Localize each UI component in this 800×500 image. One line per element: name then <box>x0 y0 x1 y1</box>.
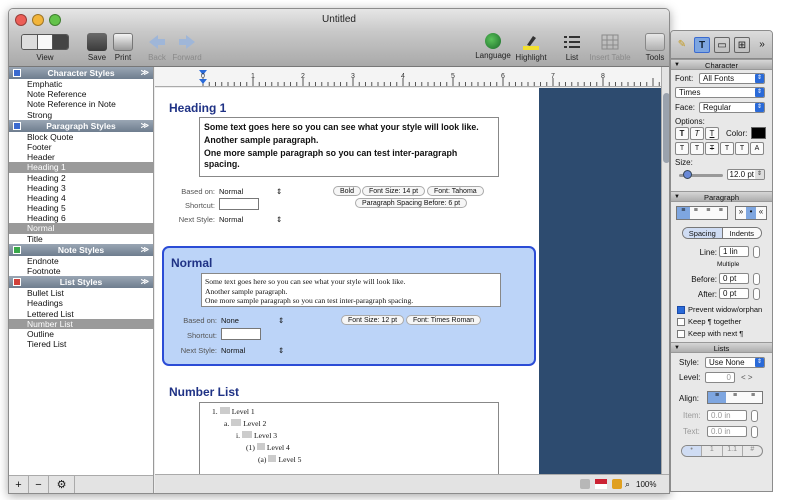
line-spacing-field[interactable]: 1 lin <box>719 246 749 257</box>
bold-button[interactable]: T <box>675 127 689 140</box>
style-editor-document <box>155 88 539 474</box>
sample-line: One more sample paragraph so you can test inter-paragraph spacing. <box>204 148 458 169</box>
next-style-label: Next Style: <box>180 346 217 355</box>
numbering-control <box>681 445 763 457</box>
list-align-control <box>707 391 763 404</box>
pencil-icon[interactable]: ✎ <box>677 39 687 50</box>
list-icon <box>562 33 582 51</box>
sidebar-item-endnote[interactable]: Endnote <box>27 255 59 266</box>
slider-knob[interactable] <box>683 170 692 179</box>
ruler-ticks <box>155 67 661 87</box>
indent-right-icon[interactable]: » <box>736 207 746 219</box>
character-styles-header[interactable]: Character Styles ≫ <box>9 67 153 79</box>
forward-arrow-icon <box>177 33 197 51</box>
sidebar-item-heading-3[interactable]: Heading 3 <box>27 182 66 193</box>
back-button[interactable]: Back <box>145 33 169 62</box>
color-label: Color: <box>726 129 748 138</box>
remove-style-button[interactable]: − <box>29 476 49 494</box>
back-arrow-icon <box>147 33 167 51</box>
numbering-option[interactable]: # <box>742 446 762 456</box>
underline-button[interactable]: T <box>705 127 719 140</box>
based-on-label: Based on: <box>183 316 217 325</box>
lists-panel-header[interactable]: ▼ Lists <box>671 342 772 353</box>
list-style-label: Style: <box>679 358 700 367</box>
align-label: Align: <box>679 394 700 403</box>
sidebar-item-normal[interactable]: Normal <box>9 223 153 233</box>
sidebar-item-title[interactable]: Title <box>27 233 43 244</box>
title-bar <box>9 9 669 31</box>
sample-line: Another sample paragraph. <box>204 135 319 145</box>
sidebar-item-outline[interactable]: Outline <box>27 328 54 339</box>
status-bar <box>155 474 670 494</box>
shortcut-field[interactable] <box>221 328 261 340</box>
list-styles-list <box>9 288 153 349</box>
level-field[interactable]: 0 <box>705 372 735 383</box>
character-panel <box>671 70 772 191</box>
size-label: Size: <box>675 158 693 167</box>
face-label: Face: <box>675 103 696 112</box>
popup-arrow-icon: ⇕ <box>276 187 283 196</box>
sidebar-item-emphatic[interactable]: Emphatic <box>27 79 63 89</box>
collapse-chevron-icon[interactable]: ≫ <box>140 68 149 77</box>
popup-arrow-icon: ⇕ <box>756 359 763 365</box>
attribute-pill[interactable]: Bold <box>333 186 361 196</box>
sidebar-footer <box>9 475 153 494</box>
sidebar-item-heading-1[interactable]: Heading 1 <box>9 162 153 172</box>
view-segmented-icon <box>21 34 69 50</box>
sidebar-item-heading-5[interactable]: Heading 5 <box>27 203 66 214</box>
before-label: Before: <box>691 275 717 284</box>
minimize-button[interactable] <box>32 14 44 26</box>
vertical-scrollbar[interactable] <box>661 67 670 474</box>
sidebar-item-header[interactable]: Header <box>27 152 55 163</box>
gear-icon[interactable]: ⚙ <box>49 476 75 494</box>
keep-together-checkbox[interactable] <box>677 318 685 326</box>
ruler-label: 0 <box>201 73 205 80</box>
align-left-icon[interactable]: ≡ <box>708 392 726 403</box>
text-label: Text: <box>683 427 700 436</box>
sidebar-item-lettered-list[interactable]: Lettered List <box>27 308 74 319</box>
sample-line: Some text goes here so you can see what your style will look like. <box>204 122 479 132</box>
caps-button[interactable]: A <box>750 142 764 155</box>
inspector-panel <box>670 30 773 492</box>
prevent-widow-label: Prevent widow/orphan <box>688 305 763 314</box>
collapse-chevron-icon[interactable]: ≫ <box>140 120 149 130</box>
window-controls <box>15 14 61 26</box>
paragraph-styles-list <box>9 132 153 244</box>
keep-together-label: Keep ¶ together <box>688 317 742 326</box>
style-normal-title: Normal <box>171 256 213 270</box>
list-style-icon <box>13 278 21 286</box>
sidebar-item-tiered-list[interactable]: Tiered List <box>27 339 67 350</box>
align-center-icon[interactable]: ≡ <box>726 392 744 403</box>
options-label: Options: <box>675 117 705 126</box>
sidebar-item-footer[interactable]: Footer <box>27 141 52 152</box>
keep-with-next-checkbox[interactable] <box>677 330 685 338</box>
language-button[interactable]: Language <box>475 33 511 60</box>
tools-icon <box>645 33 665 51</box>
tools-button[interactable]: Tools <box>643 33 667 62</box>
shadow-button[interactable]: T <box>720 142 734 155</box>
before-spacing-field[interactable]: 0 pt <box>719 273 749 284</box>
main-window <box>8 8 670 494</box>
before-stepper[interactable] <box>753 273 760 285</box>
sidebar-item-heading-4[interactable]: Heading 4 <box>27 192 66 203</box>
item-label: Item: <box>683 411 701 420</box>
attribute-pill[interactable]: Font Size: 12 pt <box>341 315 404 325</box>
next-style-popup[interactable]: Normal <box>221 346 246 355</box>
collapse-chevron-icon[interactable]: ≫ <box>140 244 149 254</box>
sidebar-item-headings[interactable]: Headings <box>27 298 63 309</box>
text-indent-field[interactable]: 0.0 in <box>707 426 747 437</box>
ruler-label: 1 <box>251 73 255 80</box>
paragraph-panel-header[interactable]: ▼ Paragraph <box>671 191 772 202</box>
inspector-toolbar <box>671 31 772 59</box>
sidebar-item-note-reference[interactable]: Note Reference <box>27 89 87 100</box>
numbering-option[interactable]: 1.1 <box>722 446 742 456</box>
ruler-label: 6 <box>501 73 505 80</box>
close-button[interactable] <box>15 14 27 26</box>
note-style-icon <box>13 246 21 254</box>
attribute-pill[interactable]: Paragraph Spacing Before: 6 pt <box>355 198 467 208</box>
italic-button[interactable]: T <box>690 127 704 140</box>
prevent-widow-checkbox[interactable] <box>677 306 685 314</box>
number-list-sample[interactable] <box>199 402 499 474</box>
ruler-label: 2 <box>301 73 305 80</box>
font-collection-popup[interactable]: All Fonts ⇕ <box>699 73 765 84</box>
list-level: i. Level 3 <box>236 431 277 440</box>
popup-arrow-icon: ⇕ <box>756 104 763 110</box>
alignment-control <box>676 206 728 220</box>
toolbar <box>9 31 669 67</box>
zoom-level[interactable]: 100% <box>636 480 657 489</box>
list-styles-header[interactable]: List Styles ≫ <box>9 276 153 288</box>
align-right-icon[interactable]: ≡ <box>744 392 762 403</box>
list-style-popup[interactable]: Use None ⇕ <box>705 357 765 368</box>
ruler[interactable] <box>155 67 661 87</box>
sidebar-item-strong[interactable]: Strong <box>27 109 53 120</box>
face-popup[interactable]: Regular ⇕ <box>699 102 765 113</box>
printer-icon <box>113 33 133 51</box>
bullet-icon[interactable]: • <box>682 446 701 456</box>
highlighter-icon <box>521 33 541 51</box>
scroll-thumb[interactable] <box>663 93 670 163</box>
ruler-label: 4 <box>401 73 405 80</box>
indent-none-icon[interactable]: • <box>746 207 756 219</box>
highlight-status-icon[interactable] <box>612 479 622 489</box>
popup-arrow-icon: ⇕ <box>756 89 763 95</box>
attribute-pill[interactable]: Font: Tahoma <box>427 186 484 196</box>
more-icon[interactable]: » <box>759 39 765 50</box>
character-panel-header[interactable]: ▼ Character <box>671 59 772 70</box>
page-background-area <box>539 88 661 474</box>
font-size-field[interactable]: 12.0 pt ⇕ <box>727 169 765 180</box>
list-level: a. Level 2 <box>224 419 267 428</box>
highlight-button[interactable]: Highlight <box>514 33 548 62</box>
language-status-icon[interactable] <box>580 479 590 489</box>
keep-with-next-label: Keep with next ¶ <box>688 329 744 338</box>
popup-arrow-icon: ⇕ <box>278 316 285 325</box>
strikethrough-button[interactable]: T <box>705 142 719 155</box>
sidebar-item-block-quote[interactable]: Block Quote <box>27 131 74 142</box>
list-level: (a) Level 5 <box>258 455 302 464</box>
table-icon <box>600 33 620 51</box>
align-center-icon[interactable]: ≡ <box>690 207 703 219</box>
styles-sidebar <box>9 67 154 494</box>
line-label: Line: <box>699 248 717 257</box>
popup-arrow-icon: ⇕ <box>756 75 763 81</box>
attribute-pill[interactable]: Font: Times Roman <box>406 315 481 325</box>
window-title: Untitled <box>322 14 356 25</box>
tab-spacing[interactable]: Spacing <box>683 228 722 238</box>
note-styles-list <box>9 256 153 276</box>
table-icon[interactable]: ⊞ <box>734 37 750 53</box>
popup-arrow-icon: ⇕ <box>276 215 283 224</box>
shortcut-label: Shortcut: <box>186 331 217 340</box>
align-justify-icon[interactable]: ≡ <box>715 207 728 219</box>
indent-control <box>735 206 767 220</box>
level-arrows[interactable]: < > <box>741 373 753 382</box>
list-button[interactable]: List <box>561 33 583 62</box>
sidebar-item-bullet-list[interactable]: Bullet List <box>27 288 64 299</box>
save-button[interactable]: Save <box>85 33 109 62</box>
collapse-chevron-icon[interactable]: ≫ <box>140 277 149 287</box>
disclosure-triangle-icon: ▼ <box>674 62 680 68</box>
sidebar-item-number-list[interactable]: Number List <box>9 319 153 329</box>
flag-icon[interactable] <box>595 479 607 489</box>
list-level: 1. Level 1 <box>212 407 255 416</box>
based-on-popup[interactable]: Normal <box>219 187 244 196</box>
subscript-button[interactable]: T <box>690 142 704 155</box>
globe-icon <box>485 33 501 49</box>
shortcut-label: Shortcut: <box>184 201 215 210</box>
style-heading-1-title: Heading 1 <box>169 101 227 115</box>
item-stepper[interactable] <box>751 410 758 422</box>
text-stepper[interactable] <box>751 426 758 438</box>
line-spacing-stepper[interactable] <box>753 246 760 258</box>
insert-table-button[interactable]: Insert Table <box>589 33 631 62</box>
list-level: (1) Level 4 <box>246 443 290 452</box>
paragraph-panel <box>671 202 772 342</box>
shortcut-field[interactable] <box>219 198 259 210</box>
align-right-icon[interactable]: ≡ <box>702 207 715 219</box>
sidebar-item-heading-6[interactable]: Heading 6 <box>27 213 66 224</box>
heading-1-sample[interactable] <box>199 117 499 177</box>
based-on-label: Based on: <box>181 187 215 196</box>
sidebar-item-heading-2[interactable]: Heading 2 <box>27 172 66 183</box>
align-left-icon[interactable]: ≡ <box>677 207 690 219</box>
line-mode-popup[interactable]: Multiple <box>717 261 740 268</box>
font-name-popup[interactable]: Times ⇕ <box>675 87 765 98</box>
layout-icon[interactable]: ▭ <box>714 37 730 53</box>
stepper-icon: ⇕ <box>756 171 763 177</box>
print-button[interactable]: Print <box>111 33 135 62</box>
after-stepper[interactable] <box>753 288 760 300</box>
note-styles-header[interactable]: Note Styles ≫ <box>9 244 153 256</box>
next-style-label: Next Style: <box>178 215 215 224</box>
ruler-label: 3 <box>351 73 355 80</box>
after-label: After: <box>697 290 717 299</box>
ruler-label: 8 <box>601 73 605 80</box>
zoom-button[interactable] <box>49 14 61 26</box>
indent-left-icon[interactable]: « <box>756 207 766 219</box>
magnifier-icon[interactable]: ⌕ <box>625 479 631 489</box>
save-icon <box>87 33 107 51</box>
character-styles-list <box>9 79 153 120</box>
disclosure-triangle-icon: ▼ <box>674 194 680 200</box>
item-indent-field[interactable]: 0.0 in <box>707 410 747 421</box>
numbering-option[interactable]: 1 <box>701 446 721 456</box>
sample-line: Some text goes here so you can see what your style will look like. <box>205 277 406 286</box>
attribute-pill[interactable]: Font Size: 14 pt <box>362 186 425 196</box>
text-icon[interactable]: T <box>694 37 710 53</box>
style-normal-card[interactable] <box>162 246 536 366</box>
add-style-button[interactable]: + <box>9 476 29 494</box>
paragraph-styles-header[interactable]: Paragraph Styles ≫ <box>9 120 153 132</box>
sample-line: One more sample paragraph so you can test inter-paragraph spacing. <box>205 296 414 305</box>
sidebar-item-note-reference-in-note[interactable]: Note Reference in Note <box>27 99 116 110</box>
popup-arrow-icon: ⇕ <box>278 346 285 355</box>
view-button[interactable]: View <box>19 33 71 62</box>
normal-sample[interactable] <box>201 273 501 307</box>
next-style-popup[interactable]: Normal <box>219 215 244 224</box>
after-spacing-field[interactable]: 0 pt <box>719 288 749 299</box>
lists-panel <box>671 353 772 492</box>
color-well[interactable] <box>751 127 766 139</box>
based-on-popup[interactable]: None <box>221 316 239 325</box>
character-style-icon <box>13 69 21 77</box>
paragraph-tabs <box>682 227 762 239</box>
outline-button[interactable]: T <box>735 142 749 155</box>
superscript-button[interactable]: T <box>675 142 689 155</box>
sidebar-item-footnote[interactable]: Footnote <box>27 266 61 276</box>
sample-line: Another sample paragraph. <box>205 286 288 296</box>
tab-indents[interactable]: Indents <box>722 228 762 238</box>
style-number-list-title: Number List <box>169 385 240 399</box>
ruler-label: 5 <box>451 73 455 80</box>
paragraph-style-icon <box>13 122 21 130</box>
level-label: Level: <box>679 373 701 382</box>
font-label: Font: <box>675 74 694 83</box>
forward-button[interactable]: Forward <box>171 33 203 62</box>
disclosure-triangle-icon: ▼ <box>674 345 680 351</box>
ruler-label: 7 <box>551 73 555 80</box>
